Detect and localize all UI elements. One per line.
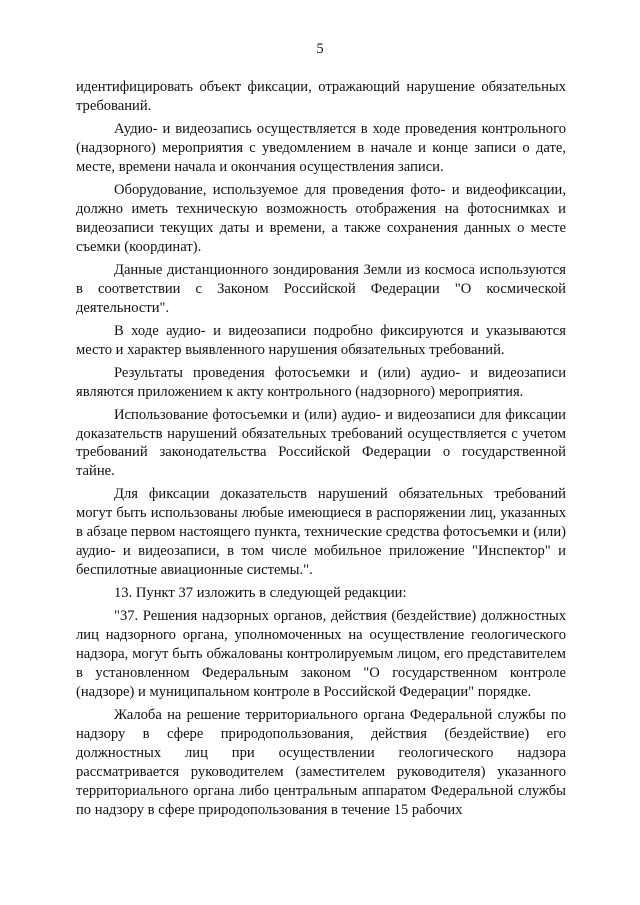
paragraph: идентифицировать объект фиксации, отражающий нарушение обязательных требований.	[76, 79, 566, 114]
paragraph: Оборудование, используемое для проведения фото- и видеофиксации, должно иметь техническую возможность отображения на фотоснимках и видеозаписи текущих даты и времени, а также сохранения данных о месте съемки (координат).	[76, 181, 566, 255]
paragraph: Результаты проведения фотосъемки и (или) аудио- и видеозаписи являются приложением к акту контрольного (надзорного) мероприятия.	[76, 364, 566, 400]
document-body	[76, 78, 566, 824]
paragraph: Данные дистанционного зондирования Земли из космоса используются в соответствии с Законом Российской Федерации "О космической деятельности".	[76, 261, 566, 316]
paragraph: "37. Решения надзорных органов, действия (бездействие) должностных лиц надзорного органа, уполномоченных на осуществление геологического надзора, могут быть обжалованы контролируемым лицом, его представителем в установленном Федеральным законом "О государственном контроле (надзоре) и муниципальном контроле в Российской Федерации" порядке.	[76, 608, 566, 700]
paragraph: Для фиксации доказательств нарушений обязательных требований могут быть использованы любые имеющиеся в распоряжении лиц, указанных в абзаце первом настоящего пункта, технические средства фотосъемки и (или) аудио- и видеозаписи, в том числе мобильное приложение "Инспектор" и беспилотные авиационные системы.".	[76, 486, 566, 579]
paragraph: 13. Пункт 37 изложить в следующей редакции:	[114, 585, 407, 602]
page-number: 5	[316, 41, 324, 57]
paragraph: Использование фотосъемки и (или) аудио- и видеозаписи для фиксации доказательств нарушений обязательных требований осуществляется с учетом требований законодательства Российской Федерации о государственной тайне.	[76, 406, 566, 480]
paragraph: Жалоба на решение территориального органа Федеральной службы по надзору в сфере природопользования, действия (бездействие) его должностных лиц при осуществлении геологического надзора рассматривается руководителем (заместителем руководителя) указанного территориального органа либо центральным аппаратом Федеральной службы по надзору в сфере природопользования в течение 15 рабочих	[76, 706, 566, 818]
paragraph: В ходе аудио- и видеозаписи подробно фиксируются и указываются место и характер выявленного нарушения обязательных требований.	[76, 322, 566, 358]
paragraph: Аудио- и видеозапись осуществляется в ходе проведения контрольного (надзорного) мероприятия с уведомлением в начале и конце записи о дате, месте, времени начала и окончания осуществления записи.	[76, 121, 566, 175]
